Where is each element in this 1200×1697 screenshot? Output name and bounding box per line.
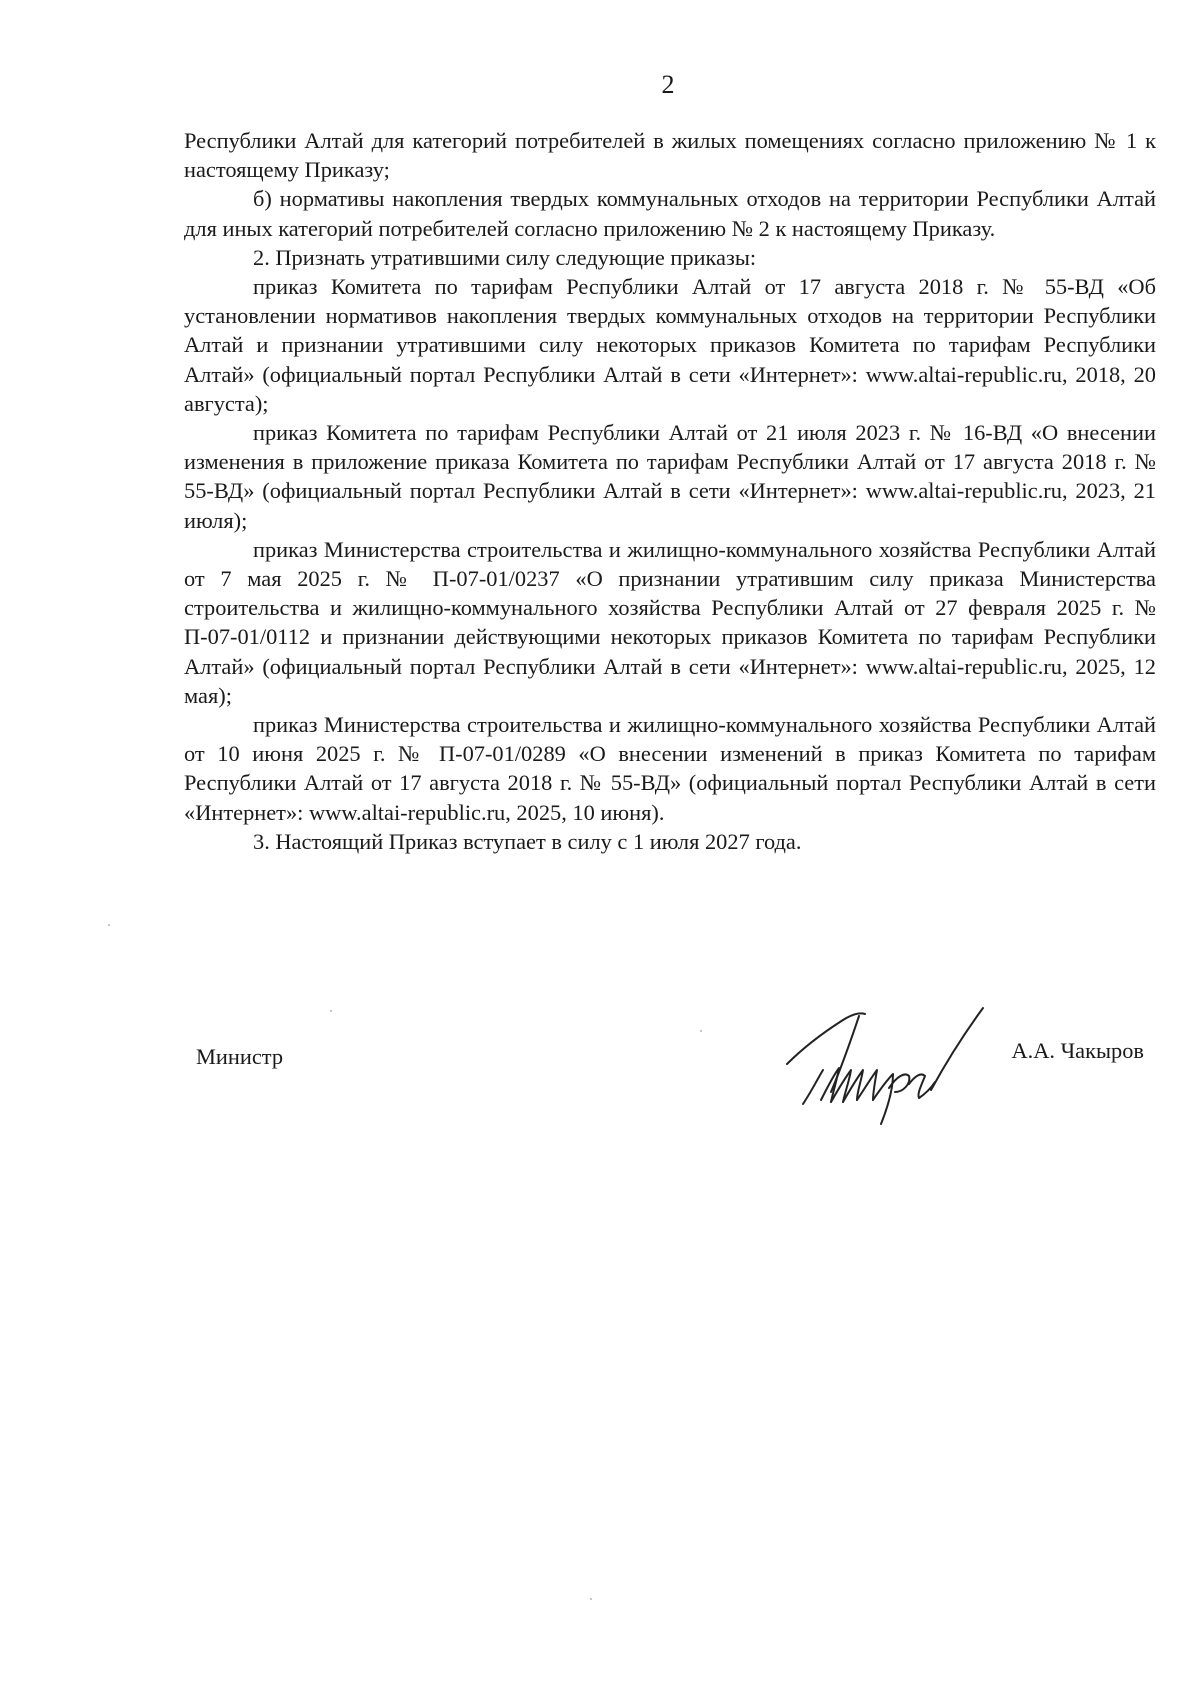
paragraph-continuation: Республики Алтай для категорий потребителей в жилых помещениях согласно приложению № 1 к настоящему Приказу;	[184, 128, 1156, 183]
repealed-order-1: приказ Комитета по тарифам Республики Алтай от 17 августа 2018 г. № 55-ВД «Об установлении нормативов накопления твердых коммунальных отходов на территории Республики Алтай и признании утратившими силу некоторых приказов Комитета по тарифам Республики Алтай» (официальный портал Республики Алтай в сети «Интернет»: www.altai-republic.ru, 2018, 20 августа);	[184, 274, 1156, 416]
scan-speck	[330, 1010, 332, 1012]
page-number: 2	[661, 70, 675, 99]
scan-speck	[700, 1030, 702, 1032]
repealed-order-4: приказ Министерства строительства и жилищно-коммунального хозяйства Республики Алтай от 10 июня 2025 г. № П-07-01/0289 «О внесении изменений в приказ Комитета по тарифам Республики Алтай от 17 августа 2018 г. № 55-ВД» (официальный портал Республики Алтай в сети «Интернет»: www.altai-republic.ru, 2025, 10 июня).	[184, 712, 1156, 825]
signer-name: А.А. Чакыров	[1011, 1038, 1144, 1063]
paragraph-item-b: б) нормативы накопления твердых коммунальных отходов на территории Республики Алтай для иных категорий потребителей согласно приложению № 2 к настоящему Приказу.	[184, 186, 1156, 241]
handwritten-signature	[781, 1000, 996, 1125]
repealed-order-2: приказ Комитета по тарифам Республики Алтай от 21 июля 2023 г. № 16-ВД «О внесении изменения в приложение приказа Комитета по тарифам Республики Алтай от 17 августа 2018 г. № 55-ВД» (официальный портал Республики Алтай в сети «Интернет»: www.altai-republic.ru, 2023, 21 июля);	[184, 420, 1156, 533]
signer-position: Министр	[196, 1044, 284, 1069]
repealed-order-3: приказ Министерства строительства и жилищно-коммунального хозяйства Республики Алтай от 7 мая 2025 г. № П-07-01/0237 «О признании утратившим силу приказа Министерства строительства и жилищно-коммунального хозяйства Республики Алтай от 27 февраля 2025 г. № П-07-01/0112 и признании действующими некоторых приказов Комитета по тарифам Республики Алтай» (официальный портал Республики Алтай в сети «Интернет»: www.altai-republic.ru, 2025, 12 мая);	[184, 536, 1156, 708]
scan-speck	[590, 1598, 592, 1600]
document-body	[184, 126, 1156, 856]
paragraph-item-3: 3. Настоящий Приказ вступает в силу с 1 июля 2027 года.	[253, 828, 802, 854]
signature-block	[196, 1000, 1160, 1130]
scan-speck	[108, 924, 110, 926]
paragraph-item-2: 2. Признать утратившими силу следующие приказы:	[253, 244, 757, 270]
